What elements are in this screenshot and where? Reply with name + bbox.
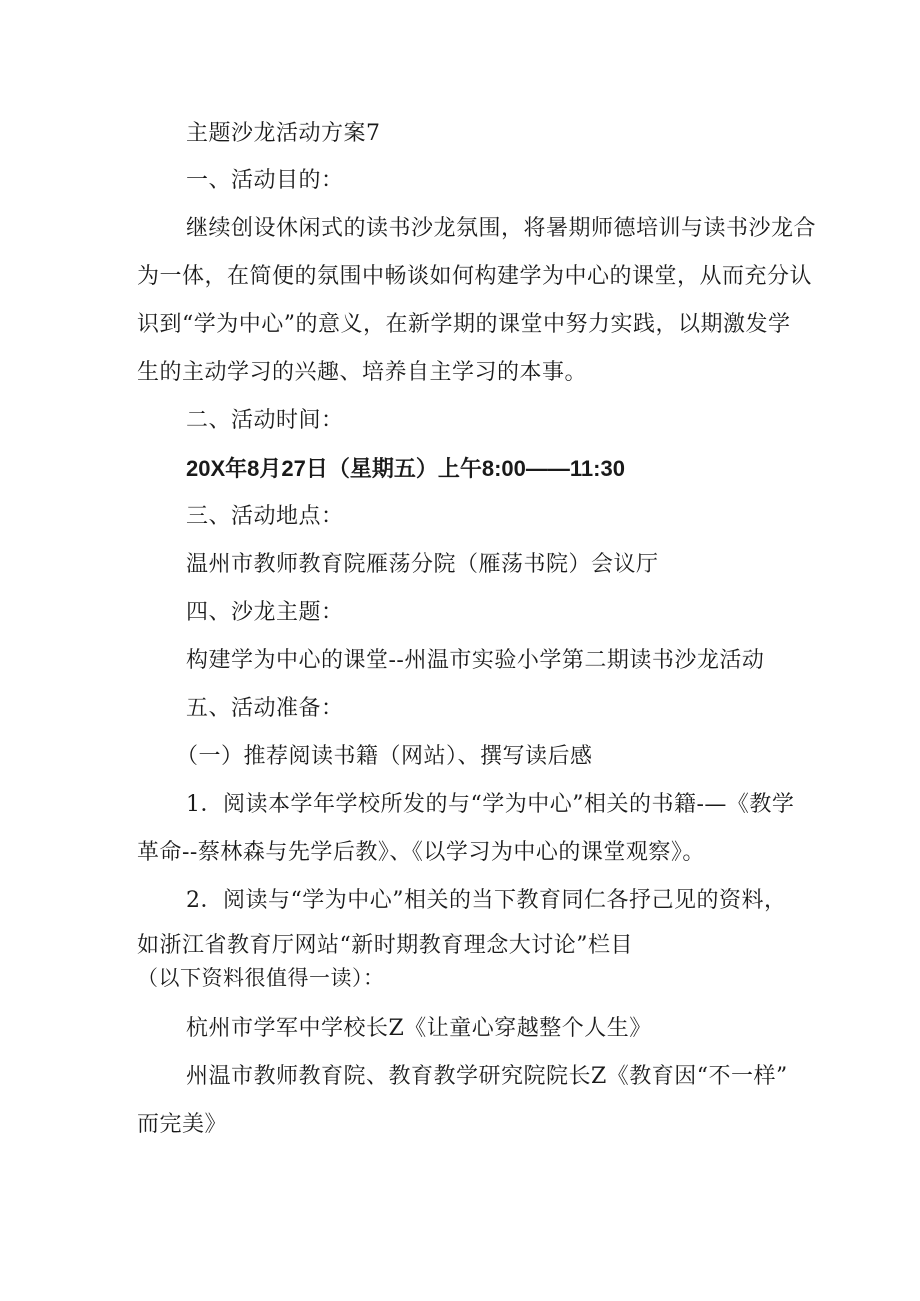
activity-time: 20X年8月27日（星期五）上午8:00——11:30 [186, 456, 625, 481]
subsection-heading: （一）推荐阅读书籍（网站）、撰写读后感 [176, 744, 593, 769]
section-heading-location: 三、活动地点： [186, 504, 344, 529]
document-title: 主题沙龙活动方案7 [186, 121, 381, 146]
reference-item: 而完美》 [137, 1112, 228, 1137]
activity-location: 温州市教师教育院雁荡分院（雁荡书院）会议厅 [186, 552, 659, 577]
list-item-line: （以下资料很值得一读）： [137, 966, 385, 990]
list-item-line: 革命--蔡林森与先学后教》、《以学习为中心的课堂观察》。 [137, 840, 705, 865]
paragraph-line: 为一体，在简便的氛围中畅谈如何构建学为中心的课堂，从而充分认 [137, 264, 813, 289]
section-heading-theme: 四、沙龙主题： [186, 600, 344, 625]
list-item-line: 2．阅读与“学为中心”相关的当下教育同仁各抒己见的资料， [186, 888, 787, 913]
list-item-line: 1．阅读本学年学校所发的与“学为中心”相关的书籍-—《教学 [186, 792, 795, 817]
section-heading-preparation: 五、活动准备： [186, 696, 344, 721]
reference-item: 杭州市学军中学校长Z《让童心穿越整个人生》 [186, 1016, 652, 1041]
section-heading-time: 二、活动时间： [186, 408, 344, 433]
salon-theme: 构建学为中心的课堂--州温市实验小学第二期读书沙龙活动 [186, 648, 765, 673]
reference-item: 州温市教师教育院、教育教学研究院院长Z《教育因“不一样” [186, 1064, 788, 1089]
section-heading-purpose: 一、活动目的： [186, 168, 344, 193]
list-item-line: 如浙江省教育厅网站“新时期教育理念大讨论”栏目 [137, 933, 633, 958]
paragraph-line: 生的主动学习的兴趣、培养自主学习的本事。 [137, 360, 588, 385]
paragraph-line: 识到“学为中心”的意义，在新学期的课堂中努力实践，以期激发学 [137, 312, 791, 337]
paragraph-line: 继续创设休闲式的读书沙龙氛围，将暑期师德培训与读书沙龙合 [186, 216, 817, 241]
